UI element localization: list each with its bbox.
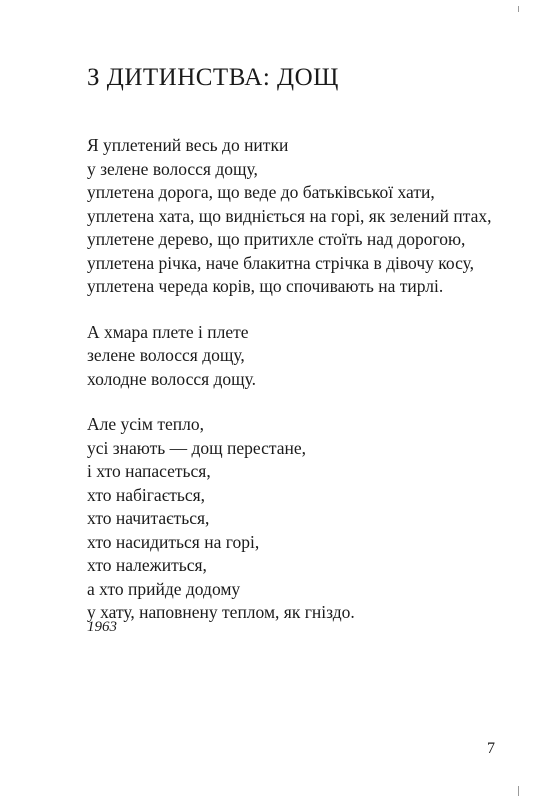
poem-body xyxy=(87,134,527,647)
poem-line: уплетена хата, що видніється на горі, як зелений птах, xyxy=(87,205,492,226)
poem-line: уплетена дорога, що веде до батьківської хати, xyxy=(87,182,435,202)
poem-line: уплетена череда корів, що спочивають на тирлі. xyxy=(87,276,444,296)
poem-line: Я уплетений весь до нитки xyxy=(87,135,289,155)
poem-line: усі знають — дощ перестане, xyxy=(87,437,307,458)
poem-line: хто насидиться на горі, xyxy=(87,531,260,552)
poem-line: зелене волосся дощу, xyxy=(87,345,245,365)
poem-line: хто належиться, xyxy=(87,555,207,575)
poem-line: у хату, наповнену теплом, як гніздо. xyxy=(87,602,355,622)
poem-line: у зелене волосся дощу, xyxy=(87,158,258,179)
crop-mark-top xyxy=(518,6,519,12)
crop-mark-bottom xyxy=(518,786,519,796)
stanza-2 xyxy=(87,321,527,392)
poem-line: хто начитається, xyxy=(87,508,210,528)
poem-line: А хмара плете і плете xyxy=(87,321,249,342)
poem-title: З ДИТИНСТВА: ДОЩ xyxy=(87,64,339,91)
poem-line: уплетене дерево, що притихле стоїть над дорогою, xyxy=(87,229,466,249)
poem-line: хто набігається, xyxy=(87,484,206,505)
poem-line: Але усім тепло, xyxy=(87,414,204,434)
stanza-3 xyxy=(87,413,527,625)
poem-line: холодне волосся дощу. xyxy=(87,368,257,389)
page-number: 7 xyxy=(487,740,495,757)
poem-date: 1963 xyxy=(87,619,117,635)
stanza-1 xyxy=(87,134,527,299)
poem-line: і хто напасеться, xyxy=(87,461,211,481)
poem-line: а хто прийде додому xyxy=(87,578,241,599)
poem-line: уплетена річка, наче блакитна стрічка в дівочу косу, xyxy=(87,252,474,273)
